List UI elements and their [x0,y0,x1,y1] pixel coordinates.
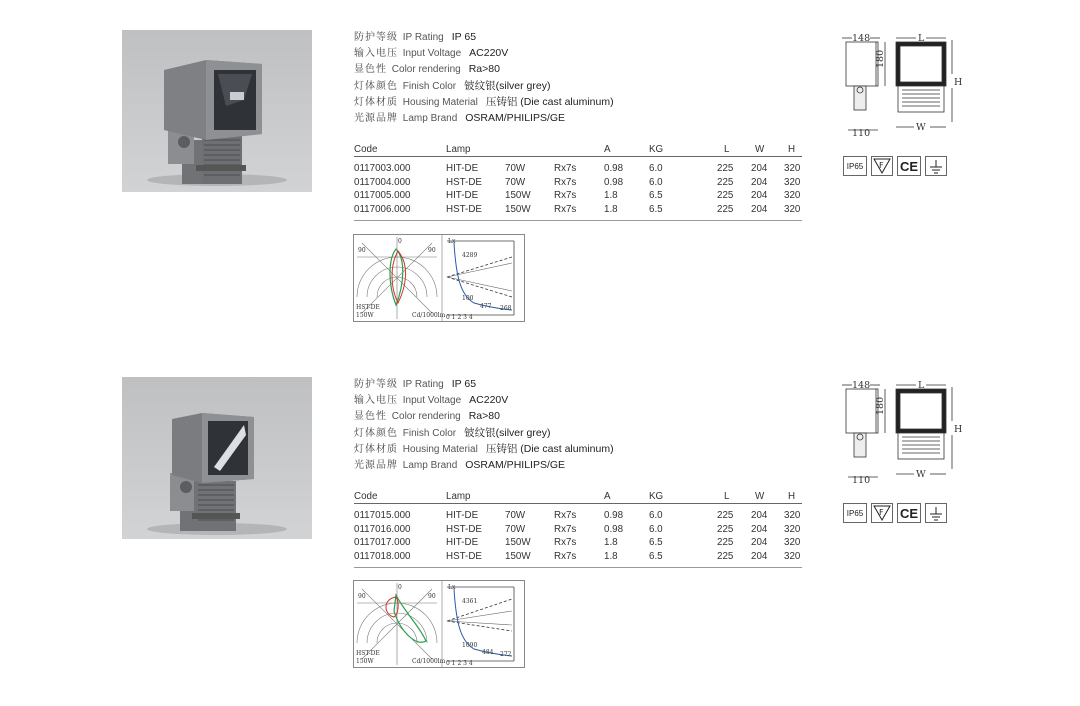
svg-text:F: F [879,508,884,517]
svg-text:W: W [916,122,926,133]
table-row: 0117017.000 HIT-DE 150W Rx7s 1.8 6.5 225 204 320 [354,537,801,548]
svg-text:0 1 2 3 4: 0 1 2 3 4 [446,314,473,321]
svg-text:Cd/1000lm: Cd/1000lm [412,658,446,665]
svg-text:H: H [954,424,963,435]
svg-text:L: L [918,380,925,391]
table-header: Code Lamp A KG L W H [354,490,802,504]
ip65-badge: IP65 [843,156,867,176]
svg-text:110: 110 [852,128,871,139]
svg-text:268: 268 [500,305,512,312]
svg-text:1090: 1090 [462,642,478,649]
table-row: 0117005.000 HIT-DE 150W Rx7s 1.8 6.5 225 204 320 [354,190,801,201]
spec-housing-material: 灯体材质 Housing Material 压铸铝 (Die cast aluminum) [354,442,614,455]
ce-mark-icon: CE [897,156,921,176]
dimension-drawing [838,32,964,139]
svg-text:180: 180 [875,396,886,415]
svg-text:4289: 4289 [462,252,478,259]
product-photo [122,377,312,539]
svg-text:Lx: Lx [448,584,456,591]
table-row: 0117003.000 HIT-DE 70W Rx7s 0.98 6.0 225 204 320 [354,163,801,174]
table-row: 0117016.000 HST-DE 70W Rx7s 0.98 6.0 225 204 320 [354,523,801,535]
f-mark-icon [871,156,893,176]
svg-text:148: 148 [852,33,871,44]
svg-text:L: L [918,33,925,44]
svg-text:HST-DE: HST-DE [356,304,380,311]
spec-finish-color: 灯体颜色 Finish Color 铍纹银(silver grey) [354,426,551,439]
svg-text:W: W [916,469,926,480]
svg-text:0: 0 [398,584,402,591]
spec-housing-material: 灯体材质 Housing Material 压铸铝 (Die cast aluminum) [354,95,614,108]
svg-text:272: 272 [500,651,512,658]
table-row: 0117006.000 HST-DE 150W Rx7s 1.8 6.5 225 204 320 [354,203,801,215]
product-block-2 [0,347,1080,697]
product-photo [122,30,312,192]
spec-ip-rating: 防护等级 IP Rating IP 65 [354,31,477,43]
svg-text:477: 477 [480,303,492,310]
spec-list [354,29,614,126]
svg-text:HST-DE: HST-DE [356,650,380,657]
table-header: Code Lamp A KG L W H [354,143,802,157]
svg-text:100: 100 [462,295,474,302]
svg-text:0: 0 [398,238,402,245]
product-block-1 [0,0,1080,350]
svg-text:180: 180 [875,49,886,68]
photometric-curves [353,580,525,668]
spec-finish-color: 灯体颜色 Finish Color 铍纹银(silver grey) [354,79,551,92]
svg-text:90: 90 [358,593,366,600]
svg-text:90: 90 [428,247,436,254]
table-row: 0117018.000 HST-DE 150W Rx7s 1.8 6.5 225 204 320 [354,550,801,562]
svg-text:Cd/1000lm: Cd/1000lm [412,312,446,319]
spec-color-rendering: 显色性 Color rendering Ra>80 [354,410,500,423]
table-row: 0117004.000 HST-DE 70W Rx7s 0.98 6.0 225 204 320 [354,176,801,188]
dimension-drawing [838,379,964,486]
svg-text:484: 484 [482,649,494,656]
spec-input-voltage: 输入电压 Input Voltage AC220V [354,47,509,60]
spec-ip-rating: 防护等级 IP Rating IP 65 [354,378,477,390]
table-row: 0117015.000 HIT-DE 70W Rx7s 0.98 6.0 225 204 320 [354,510,801,521]
spec-lamp-brand: 光源品牌 Lamp Brand OSRAM/PHILIPS/GE [354,111,566,124]
svg-text:Lx: Lx [448,238,456,245]
ip65-badge: IP65 [843,503,867,523]
svg-text:F: F [879,161,884,170]
spec-input-voltage: 输入电压 Input Voltage AC220V [354,394,509,407]
ground-symbol-icon [925,156,947,176]
svg-text:150W: 150W [356,658,374,665]
photometric-curves [353,234,525,322]
svg-text:4361: 4361 [462,598,478,605]
svg-text:90: 90 [428,593,436,600]
svg-text:H: H [954,77,963,88]
spec-color-rendering: 显色性 Color rendering Ra>80 [354,63,500,76]
svg-text:148: 148 [852,380,871,391]
spec-lamp-brand: 光源品牌 Lamp Brand OSRAM/PHILIPS/GE [354,458,566,471]
spec-list [354,376,614,473]
spec-table [354,143,802,221]
table-bottom-rule [354,563,802,568]
svg-text:110: 110 [852,475,871,486]
table-bottom-rule [354,216,802,221]
ground-symbol-icon [925,503,947,523]
svg-text:0 1 2 3 4: 0 1 2 3 4 [446,660,473,667]
ce-mark-icon: CE [897,503,921,523]
svg-text:150W: 150W [356,312,374,319]
f-mark-icon [871,503,893,523]
svg-text:90: 90 [358,247,366,254]
spec-table [354,490,802,568]
